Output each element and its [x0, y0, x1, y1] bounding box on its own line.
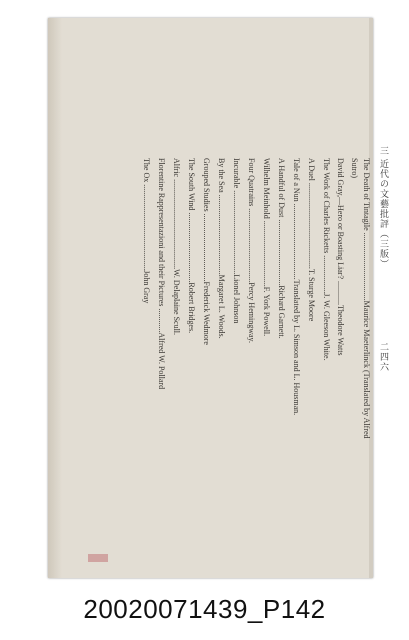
toc-entry: The Ox ...........................................John Gray: [142, 158, 151, 304]
image-caption: 20020071439_P142: [83, 594, 326, 624]
toc-entry: The Death of Tintagile ..................................Maurice Maeterlinck (Translated by Alfred: [362, 158, 371, 439]
toc-entry: Tale of a Nun ......................................Translated by L. Simson and L. Housman.: [292, 158, 301, 416]
toc-entry: David Gray,—Hero or Boasting Liar? ............Theodore Watts: [336, 158, 345, 356]
toc-entry: Alfric .............................................W. Delaplaine Scull.: [172, 158, 181, 336]
toc-entry: Florentine Rappresentazioni and their Pictures ............Alfred W. Pollard: [157, 158, 166, 390]
toc-entry: Wilhelm Meinhold .................................F. York Powell.: [262, 158, 271, 337]
toc-entry: Sutro): [350, 158, 359, 178]
toc-entry: The South Wind ...................................Robert Bridges.: [187, 158, 196, 334]
color-mark: [88, 554, 108, 562]
toc-entry: A Duel ...........................................T. Sturge Moore: [307, 158, 316, 322]
toc-entry: By the Sea ........................................Margaret L. Woods.: [217, 158, 226, 339]
page-gutter-shadow: [48, 18, 62, 578]
toc-entry: Incurable ..........................................Lionel Johnson: [232, 158, 241, 324]
toc-entry: The Work of Charles Ricketts ...................J. W. Gleeson White.: [322, 158, 331, 361]
toc-entry: A Handful of Dust .................................Richard Garnett.: [277, 158, 286, 339]
book-page: [48, 18, 389, 578]
page-number: 二四六: [379, 342, 389, 372]
toc-entry: Four Quatrains .....................................Percy Hemingway.: [247, 158, 256, 344]
toc-entry: Grouped Studies ..................................Frederick Wedmore: [202, 158, 211, 345]
running-heading: 三 近代の文藝批評（三版）: [379, 146, 389, 270]
